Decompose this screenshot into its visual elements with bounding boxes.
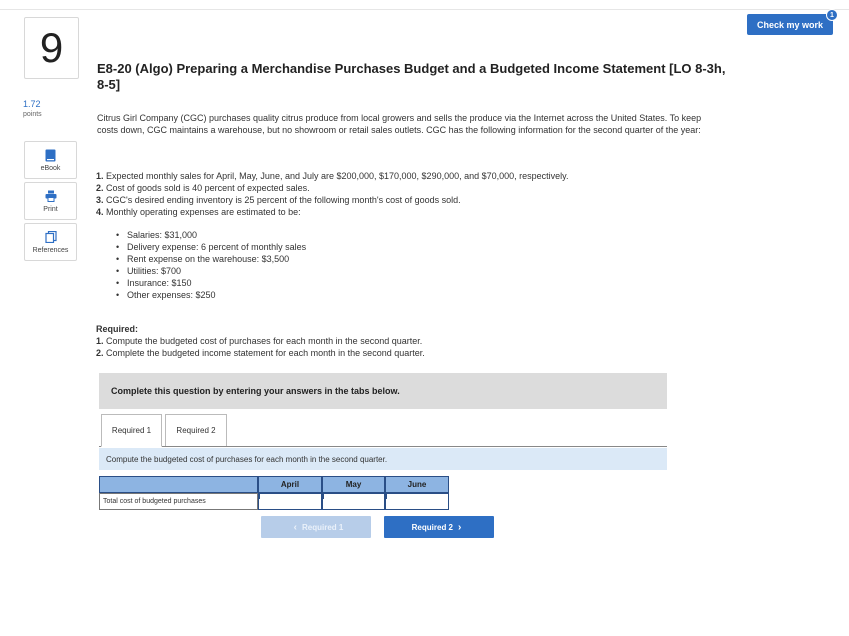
expense-item [116, 253, 306, 265]
list-item [96, 170, 736, 182]
item-number: 1. [96, 171, 104, 181]
item-text: Complete the budgeted income statement for each month in the second quarter. [106, 348, 425, 358]
references-label: References [32, 247, 69, 254]
item-text: Compute the budgeted cost of purchases for each month in the second quarter. [106, 336, 423, 346]
list-item [96, 206, 736, 218]
points-label: points [23, 111, 42, 118]
expense-item [116, 289, 306, 301]
column-header-june: June [385, 476, 449, 493]
references-button[interactable] [24, 223, 77, 261]
info-list [96, 170, 736, 218]
expense-text: Rent expense on the warehouse: $3,500 [127, 254, 290, 264]
list-item [96, 182, 736, 194]
required-section [96, 323, 736, 359]
expense-item [116, 265, 306, 277]
item-text: Monthly operating expenses are estimated to be: [106, 207, 301, 217]
check-my-work-button[interactable]: Check my work [747, 14, 833, 35]
item-number: 1. [96, 336, 104, 346]
item-text: Cost of goods sold is 40 percent of expected sales. [106, 183, 310, 193]
instructions-banner: Complete this question by entering your answers in the tabs below. [99, 373, 667, 409]
input-marker [258, 493, 260, 499]
table-header-blank [99, 476, 258, 493]
list-item [96, 194, 736, 206]
expense-text: Insurance: $150 [127, 278, 192, 288]
bullet-icon: • [116, 242, 120, 252]
problem-intro: Citrus Girl Company (CGC) purchases quality citrus produce from local growers and sells the produce via the Internet across the United States. To keep costs down, CGC maintains a warehouse, but no showroom or retail sales outlets. CGC has the following information for the second quarter of the year: [97, 113, 702, 135]
points-value: 1.72 [23, 99, 41, 109]
expense-text: Delivery expense: 6 percent of monthly sales [127, 242, 307, 252]
item-number: 3. [96, 195, 104, 205]
previous-tab-button[interactable] [261, 516, 371, 538]
print-label: Print [43, 206, 58, 213]
previous-tab-label: Required 1 [302, 522, 344, 532]
references-icon [45, 230, 57, 244]
required-heading: Required: [96, 324, 139, 334]
ebook-button[interactable] [24, 141, 77, 179]
bullet-icon: • [116, 254, 120, 264]
tab-divider [99, 446, 667, 447]
tab-required-1[interactable]: Required 1 [101, 414, 162, 447]
bullet-icon: • [116, 230, 120, 240]
tab-required-2[interactable]: Required 2 [165, 414, 227, 447]
item-number: 4. [96, 207, 104, 217]
may-purchases-input[interactable] [322, 493, 385, 510]
row-label-total-purchases: Total cost of budgeted purchases [99, 493, 258, 510]
required-item [96, 335, 736, 347]
problem-title: E8-20 (Algo) Preparing a Merchandise Purchases Budget and a Budgeted Income Statement [LO 8-3h, 8-5] [97, 61, 726, 92]
april-purchases-input[interactable] [258, 493, 322, 510]
required-item [96, 347, 736, 359]
next-tab-label: Required 2 [411, 522, 453, 532]
points-block [23, 99, 42, 118]
item-text: CGC's desired ending inventory is 25 percent of the following month's cost of goods sold. [106, 195, 461, 205]
item-text: Expected monthly sales for April, May, June, and July are $200,000, $170,000, $290,000, and $70,000, respectively. [106, 171, 569, 181]
input-marker [385, 493, 387, 499]
tab-instruction: Compute the budgeted cost of purchases for each month in the second quarter. [99, 448, 667, 470]
column-header-april: April [258, 476, 322, 493]
bullet-icon: • [116, 290, 120, 300]
expense-text: Salaries: $31,000 [127, 230, 198, 240]
chevron-right-icon: › [458, 521, 462, 533]
book-icon [45, 148, 56, 162]
expense-list [116, 229, 306, 301]
attempts-badge: 1 [826, 9, 838, 21]
print-icon [45, 189, 57, 203]
top-divider [0, 9, 849, 10]
expense-text: Utilities: $700 [127, 266, 182, 276]
ebook-label: eBook [40, 165, 61, 172]
expense-item [116, 241, 306, 253]
chevron-left-icon: ‹ [293, 521, 297, 533]
question-number: 9 [24, 17, 79, 79]
next-tab-button[interactable] [384, 516, 494, 538]
june-purchases-input[interactable] [385, 493, 449, 510]
expense-item [116, 277, 306, 289]
bullet-icon: • [116, 278, 120, 288]
item-number: 2. [96, 348, 104, 358]
print-button[interactable] [24, 182, 77, 220]
item-number: 2. [96, 183, 104, 193]
input-marker [322, 493, 324, 499]
column-header-may: May [322, 476, 385, 493]
bullet-icon: • [116, 266, 120, 276]
expense-item [116, 229, 306, 241]
expense-text: Other expenses: $250 [127, 290, 216, 300]
